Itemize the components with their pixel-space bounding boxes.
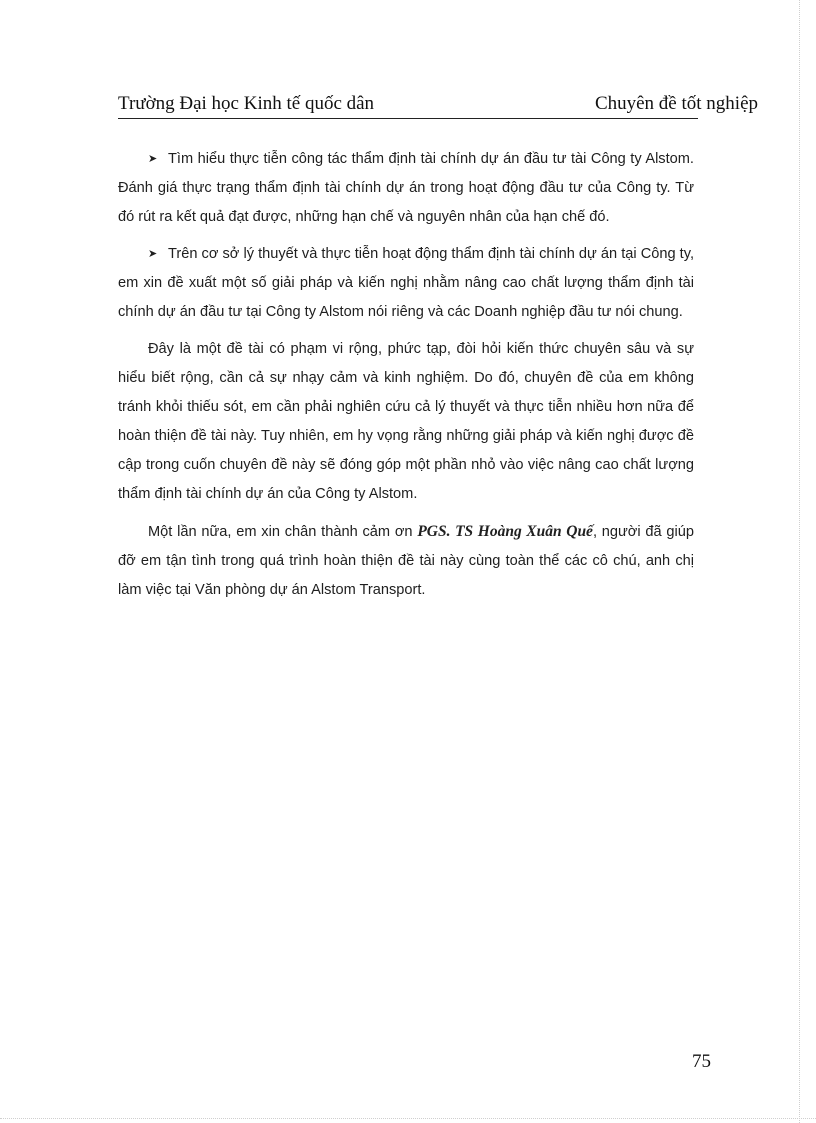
header-document-type: Chuyên đề tốt nghiệp [594, 93, 758, 114]
body-paragraph: Đây là một đề tài có phạm vi rộng, phức tạp, đòi hỏi kiến thức chuyên sâu và sự hiểu biết rộng, cần cả sự nhạy cảm và kinh nghiệm. Do đó, chuyên đề của em không tránh khỏi thiếu sót, em cần phải nghiên cứu cả lý thuyết và thực tiễn nhiều hơn nữa để hoàn thiện đề tài này. Tuy nhiên, em hy vọng rằng những giải pháp và kiến nghị được đề cập trong cuốn chuyên đề này sẽ đóng góp một phần nhỏ vào việc nâng cao chất lượng thẩm định tài chính dự án của Công ty Alstom. [118, 341, 694, 502]
arrowhead-bullet-icon: ➤ [148, 153, 158, 165]
page-border-bottom [0, 1118, 816, 1119]
header-university: Trường Đại học Kinh tế quốc dân [118, 93, 375, 114]
page-border-right [799, 0, 800, 1123]
acknowledgement-text-after: , người đã giúp đỡ em tận tình trong quá trình hoàn thiện đề tài này cùng toàn thể các cô chú, anh chị làm việc tại Văn phòng dự án Alstom Transport. [118, 524, 695, 598]
acknowledgement-paragraph [118, 517, 694, 605]
page-header [118, 92, 758, 119]
advisor-name: PGS. TS Hoàng Xuân Quế [417, 523, 593, 540]
acknowledgement-text-before: Một lần nữa, em xin chân thành cảm ơn [148, 524, 418, 540]
bullet-text: Tìm hiểu thực tiễn công tác thẩm định tài chính dự án đầu tư tài Công ty Alstom. Đánh giá thực trạng thẩm định tài chính dự án trong hoạt động đầu tư của Công ty. Từ đó rút ra kết quả đạt được, những hạn chế và nguyên nhân của hạn chế đó. [118, 151, 694, 225]
bullet-paragraph [118, 240, 694, 327]
arrowhead-bullet-icon: ➤ [148, 248, 158, 260]
bullet-text: Trên cơ sở lý thuyết và thực tiễn hoạt động thẩm định tài chính dự án tại Công ty, em xin đề xuất một số giải pháp và kiến nghị nhằm nâng cao chất lượng thẩm định tài chính dự án đầu tư tại Công ty Alstom nói riêng và các Doanh nghiệp đầu tư nói chung. [118, 246, 694, 320]
document-body [118, 145, 694, 613]
bullet-paragraph [118, 145, 694, 232]
page-number: 75 [692, 1051, 711, 1072]
